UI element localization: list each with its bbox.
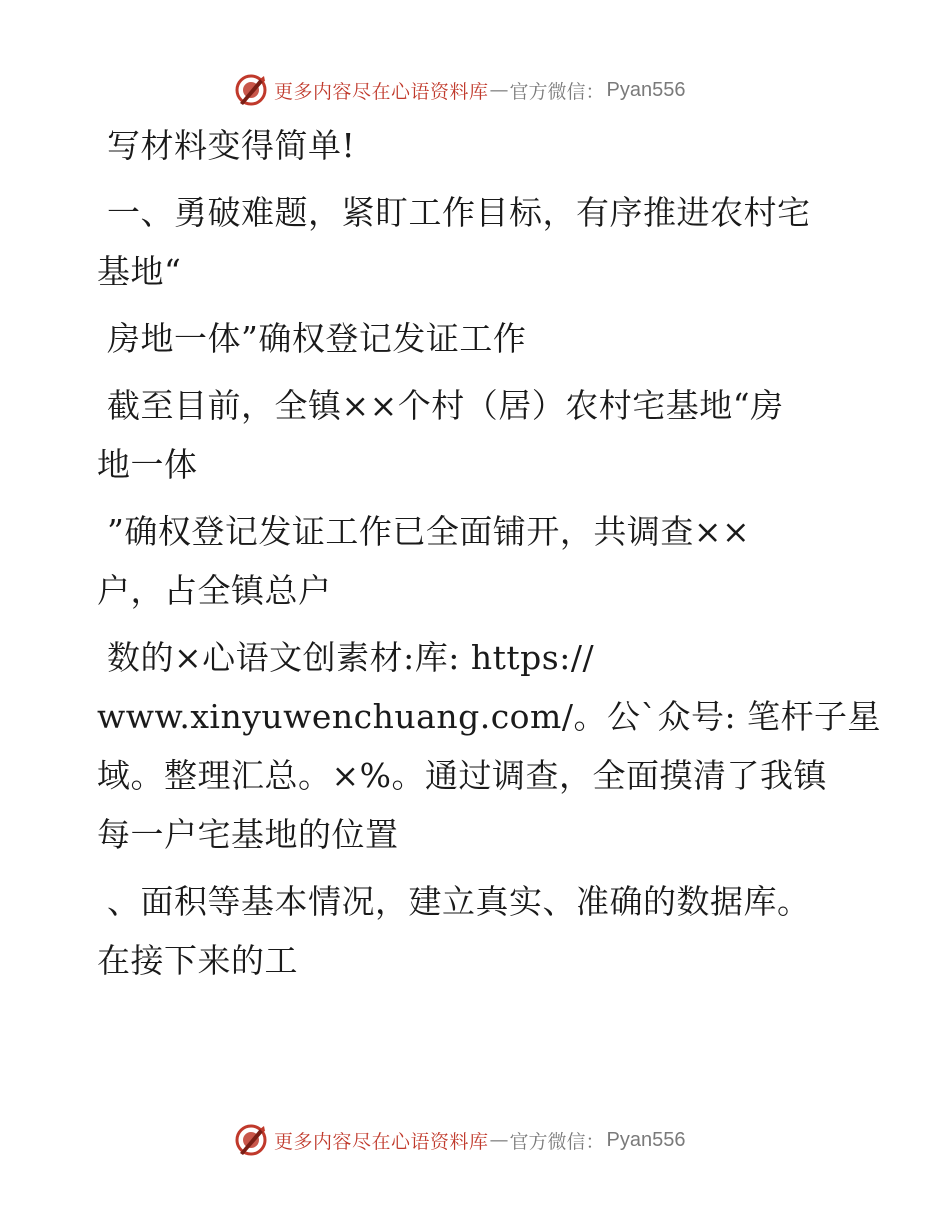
- body-line: ”确权登记发证工作已全面铺开，共调查××: [107, 512, 751, 551]
- body-line: 每一户宅基地的位置: [97, 815, 399, 854]
- pen-logo-icon: [234, 1123, 268, 1157]
- body-line: 房地一体”确权登记发证工作: [107, 319, 527, 358]
- body-line: 基地“: [97, 252, 182, 291]
- body-line: 写材料变得简单!: [107, 126, 356, 165]
- body-line: 数的×心语文创素材:库: https://: [107, 638, 595, 677]
- footer-wechat-id: Pyan556: [606, 1128, 686, 1151]
- document-body: [97, 124, 882, 983]
- header-watermark: [234, 72, 686, 108]
- body-line: 一、勇破难题，紧盯工作目标，有序推进农村宅: [107, 193, 811, 232]
- body-line: 地一体: [97, 445, 198, 484]
- footer-watermark: [234, 1122, 686, 1158]
- body-line: 在接下来的工: [97, 941, 298, 980]
- header-wechat-label: 官方微信：: [509, 80, 605, 103]
- body-line: 域。整理汇总。×%。通过调查，全面摸清了我镇: [97, 756, 828, 795]
- footer-dash: —: [489, 1129, 509, 1151]
- header-dash: —: [489, 79, 509, 101]
- header-wechat-id: Pyan556: [606, 78, 686, 101]
- pen-logo-icon: [234, 73, 268, 107]
- header-brand-text: 更多内容尽在心语资料库: [274, 80, 489, 103]
- footer-wechat-label: 官方微信：: [509, 1130, 605, 1153]
- body-line: www.xinyuwenchuang.com/。公`众号: 笔杆子星: [97, 697, 882, 736]
- body-line: 户，占全镇总户: [97, 571, 332, 610]
- footer-brand-text: 更多内容尽在心语资料库: [274, 1130, 489, 1153]
- body-line: 截至目前，全镇××个村（居）农村宅基地“房: [107, 386, 784, 425]
- body-line: 、面积等基本情况，建立真实、准确的数据库。: [107, 882, 811, 921]
